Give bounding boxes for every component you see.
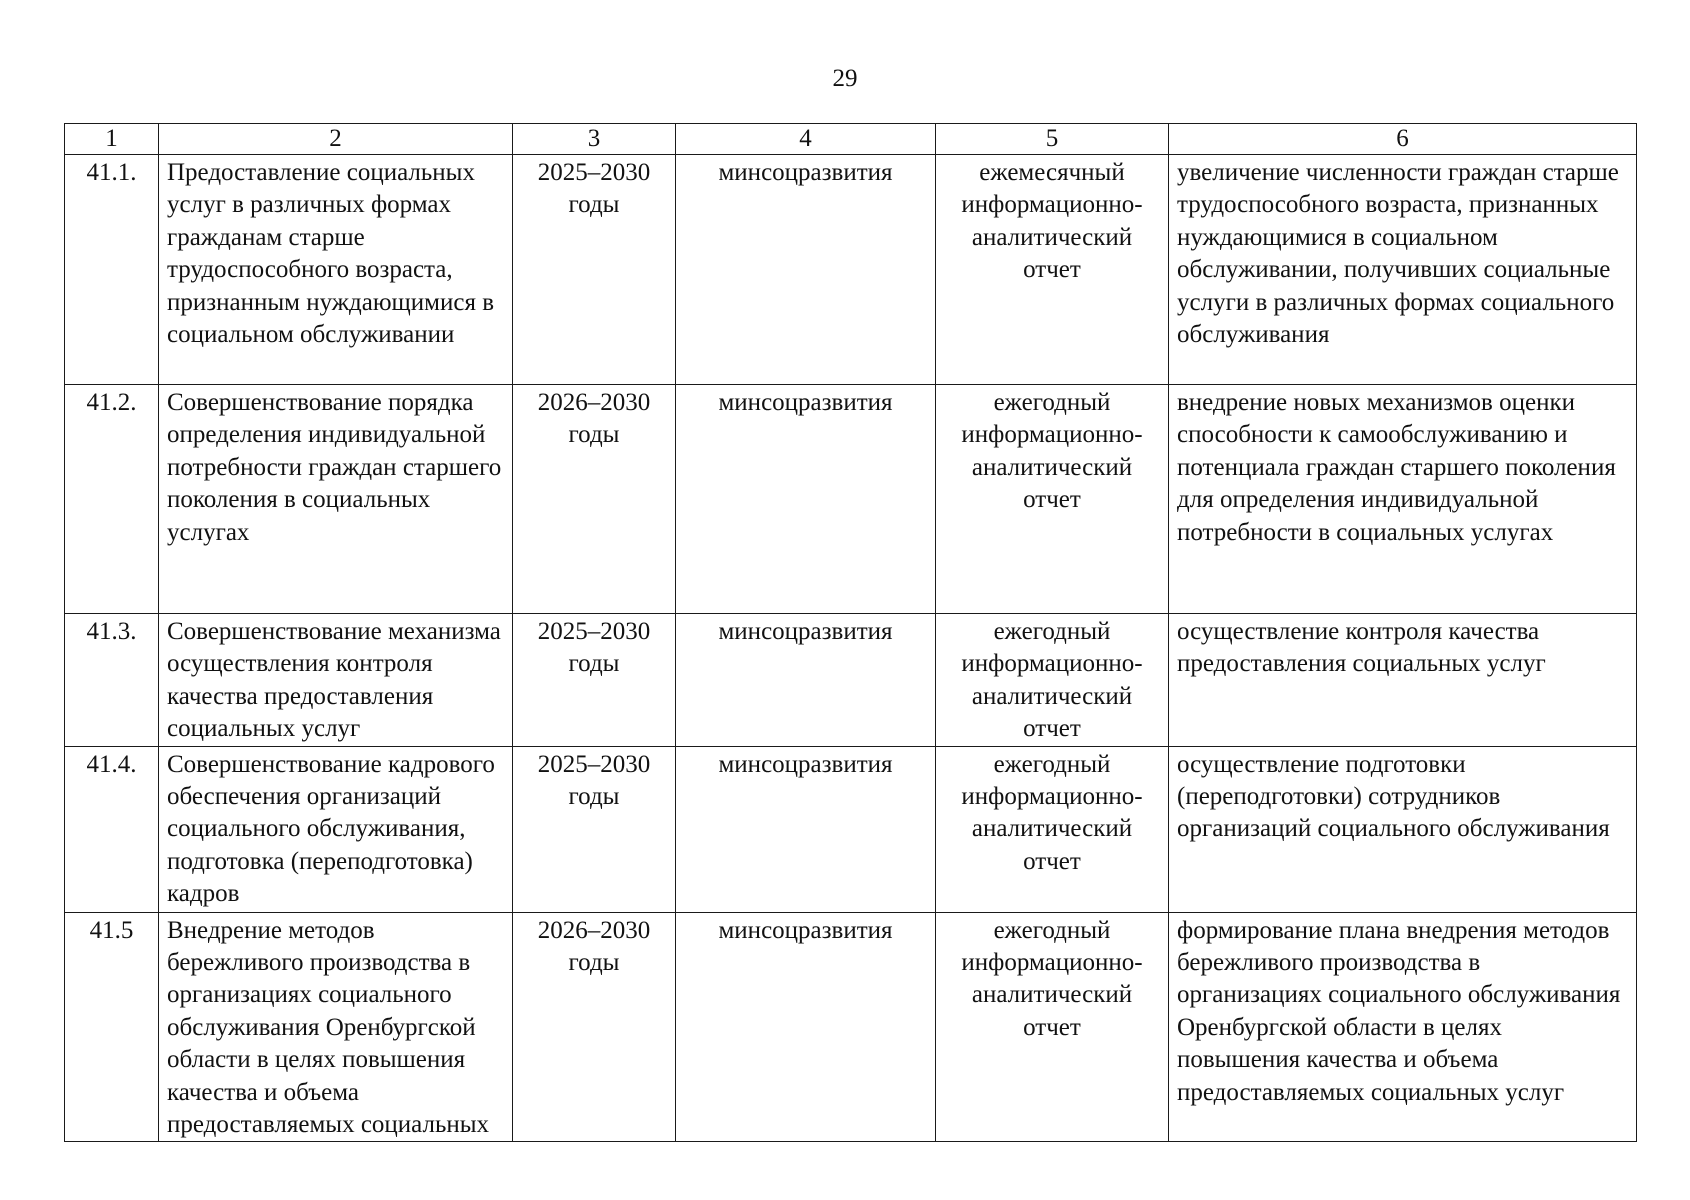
report-form: ежемесячный информационно-аналитический отчет (936, 155, 1169, 385)
activity-title: Внедрение методов бережливого производства в организациях социального обслуживания Оренбургской области в целях повышения качества и объема предоставляемых социальных (159, 912, 513, 1142)
implementation-period: 2025–2030 годы (513, 614, 676, 747)
row-number: 41.5 (65, 912, 159, 1142)
row-number: 41.3. (65, 614, 159, 747)
report-form: ежегодный информационно-аналитический отчет (936, 746, 1169, 912)
report-form: ежегодный информационно-аналитический отчет (936, 912, 1169, 1142)
expected-result: внедрение новых механизмов оценки способности к самообслуживанию и потенциала граждан старшего поколения для определения индивидуальной потребности в социальных услугах (1169, 385, 1637, 614)
expected-result: осуществление контроля качества предоставления социальных услуг (1169, 614, 1637, 747)
column-header-6: 6 (1169, 124, 1637, 155)
responsible-executor: минсоцразвития (676, 614, 936, 747)
activity-title: Совершенствование порядка определения индивидуальной потребности граждан старшего поколения в социальных услугах (159, 385, 513, 614)
implementation-period: 2025–2030 годы (513, 746, 676, 912)
column-header-1: 1 (65, 124, 159, 155)
page-number: 29 (832, 65, 858, 92)
report-form: ежегодный информационно-аналитический отчет (936, 385, 1169, 614)
implementation-period: 2025–2030 годы (513, 155, 676, 385)
report-form: ежегодный информационно-аналитический отчет (936, 614, 1169, 747)
activity-title: Совершенствование кадрового обеспечения организаций социального обслуживания, подготовка (переподготовка) кадров (159, 746, 513, 912)
activity-title: Совершенствование механизма осуществления контроля качества предоставления социальных услуг (159, 614, 513, 747)
column-header-5: 5 (936, 124, 1169, 155)
row-number: 41.1. (65, 155, 159, 385)
table-row (65, 912, 1637, 1142)
responsible-executor: минсоцразвития (676, 912, 936, 1142)
activity-title: Предоставление социальных услуг в различных формах гражданам старше трудоспособного возраста, признанным нуждающимися в социальном обслуживании (159, 155, 513, 385)
activity-plan-table (64, 123, 1637, 1142)
column-header-2: 2 (159, 124, 513, 155)
implementation-period: 2026–2030 годы (513, 912, 676, 1142)
column-header-3: 3 (513, 124, 676, 155)
column-header-4: 4 (676, 124, 936, 155)
table-row (65, 614, 1637, 747)
responsible-executor: минсоцразвития (676, 746, 936, 912)
table-row (65, 385, 1637, 614)
table-row (65, 155, 1637, 385)
expected-result: формирование плана внедрения методов бережливого производства в организациях социального обслуживания Оренбургской области в целях повышения качества и объема предоставляемых социальных услуг (1169, 912, 1637, 1142)
expected-result: увеличение численности граждан старше трудоспособного возраста, признанных нуждающимися в социальном обслуживании, получивших социальные услуги в различных формах социального обслуживания (1169, 155, 1637, 385)
responsible-executor: минсоцразвития (676, 385, 936, 614)
implementation-period: 2026–2030 годы (513, 385, 676, 614)
expected-result: осуществление подготовки (переподготовки) сотрудников организаций социального обслуживания (1169, 746, 1637, 912)
row-number: 41.4. (65, 746, 159, 912)
table-row (65, 746, 1637, 912)
table-header-row (65, 124, 1637, 155)
row-number: 41.2. (65, 385, 159, 614)
responsible-executor: минсоцразвития (676, 155, 936, 385)
